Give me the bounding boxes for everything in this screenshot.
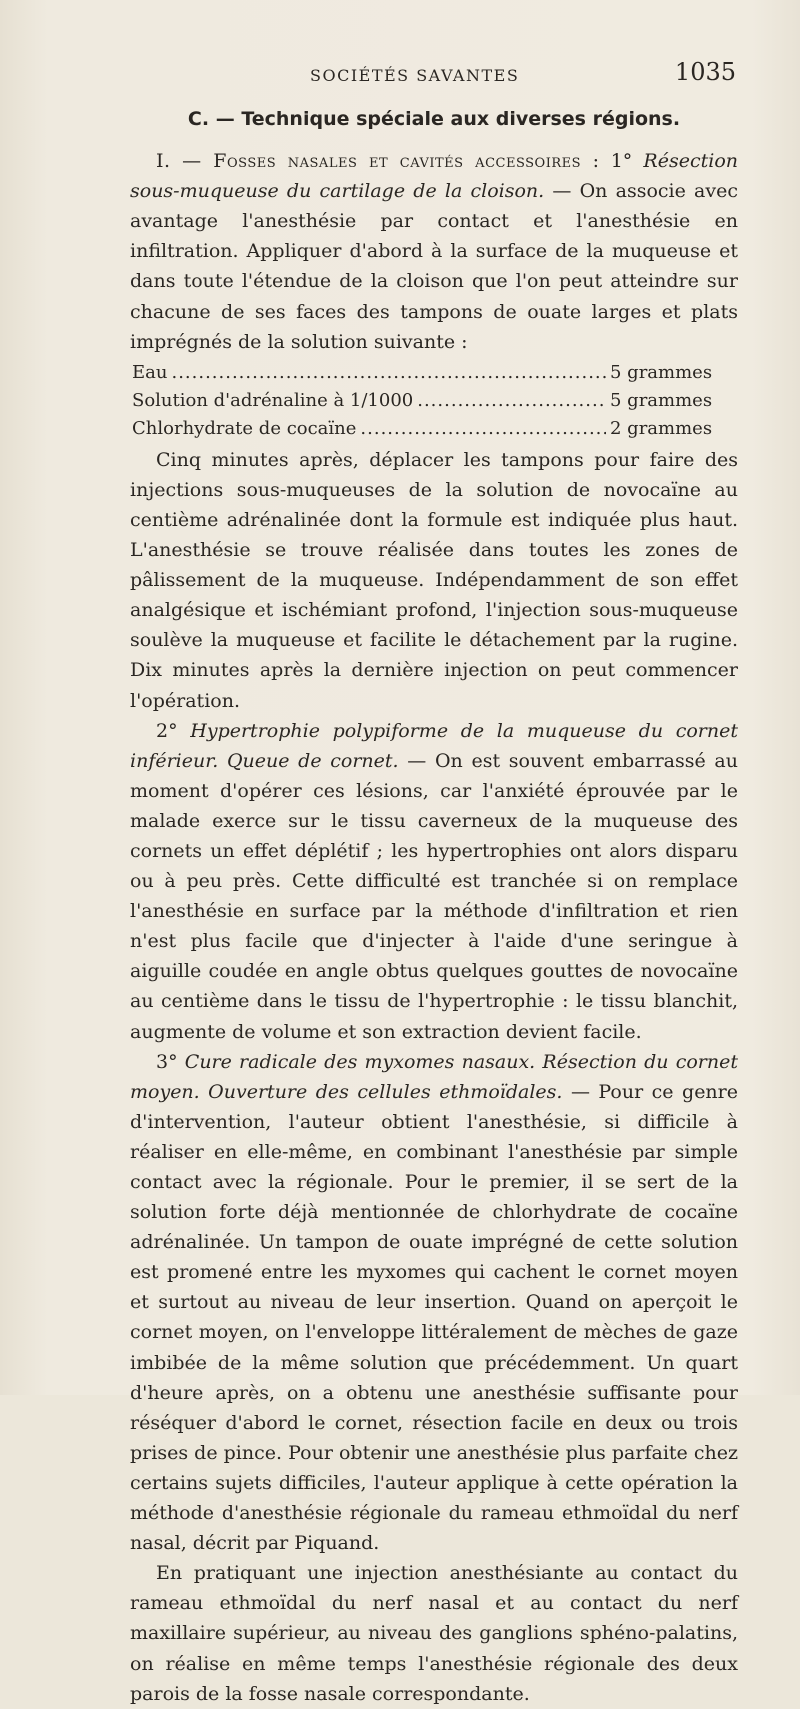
paragraph-text: — On est souvent embarrassé au moment d'opérer ces lésions, car l'anxiété éprouvée par le malade exerce sur le tissu caverneux de la muqueuse des cornets un effet déplétif ; les hypertrophies ont alors disparu ou à peu près. Cette difficulté est tranchée si on remplace l'anesthésie en surface par la méthode d'infiltration et rien n'est plus facile que d'injecter à l'aide d'une seringue à aiguille coudée en angle obtus quelques gouttes de novocaïne au centième dans le tissu de l'hypertrophie : le tissu blanchit, augmente de volume et son extraction devient facile. [130, 749, 738, 1043]
item-number: 1° [610, 150, 633, 173]
item-title: Hypertrophie polypiforme de la muqueuse du cornet inférieur. Queue de cornet. [130, 719, 738, 772]
paragraph-text: — On associe avec avantage l'anesthésie par contact et l'anesthésie en infiltration. Appliquer d'abord à la surface de la muqueuse et dans toute l'étendue de la cloison que l'on peut atteindre sur chacune de ses faces des tampons de ouate larges et plats imprégnés de la solution suivante : [130, 180, 738, 353]
recipe-row [132, 359, 738, 387]
running-head: SOCIÉTÉS SAVANTES [310, 66, 520, 85]
item-number: 2° [156, 719, 178, 742]
item-title: Résection sous-muqueuse du cartilage de la cloison. [130, 150, 738, 203]
paragraph-3 [130, 716, 738, 1047]
leader-dots [417, 387, 606, 415]
page-number: 1035 [674, 58, 736, 86]
paragraph-2: Cinq minutes après, déplacer les tampons pour faire des injections sous-muqueuses de la solution de novocaïne au centième adrénalinée dont la formule est indiquée plus haut. L'anesthésie se trouve réalisée dans toutes les zones de pâlissement de la muqueuse. Indépendamment de son effet analgésique et ischémiant profond, l'injection sous-muqueuse soulève la muqueuse et facilite le détachement par la rugine. Dix minutes après la dernière injection on peut commencer l'opération. [130, 448, 738, 712]
page-header [130, 58, 740, 98]
subsection-lead: I. — Fosses nasales et cavités accessoires : [156, 150, 600, 173]
body-text [130, 104, 738, 1709]
ingredient-name: Solution d'adrénaline à 1/1000 [132, 389, 414, 411]
ingredient-name: Chlorhydrate de cocaïne [132, 417, 357, 439]
item-number: 3° [156, 1050, 178, 1073]
recipe-row [132, 387, 738, 415]
recipe-row [132, 415, 738, 443]
ingredient-qty: 5 grammes [610, 361, 713, 383]
paragraph-5: En pratiquant une injection anesthésiante au contact du rameau ethmoïdal du nerf nasal et au contact du nerf maxillaire supérieur, au niveau des ganglions sphéno-palatins, on réalise en même temps l'anesthésie régionale des deux parois de la fosse nasale correspondante. [130, 1562, 738, 1705]
item-title: Cure radicale des myxomes nasaux. Résection du cornet moyen. Ouverture des cellules ethmoïdales. [130, 1050, 739, 1103]
leader-dots [171, 359, 606, 387]
paragraph-4 [130, 1047, 738, 1559]
paragraph-text: — Pour ce genre d'intervention, l'auteur obtient l'anesthésie, si difficile à réaliser en elle-même, en combinant l'anesthésie par simple contact avec la régionale. Pour le premier, il se sert de la solution forte déjà mentionnée de chlorhydrate de cocaïne adrénalinée. Un tampon de ouate imprégné de cette solution est promené entre les myxomes qui cachent le cornet moyen et surtout au niveau de leur insertion. Quand on aperçoit le cornet moyen, on l'enveloppe littéralement de mèches de gaze imbibée de la même solution que précédemment. Un quart d'heure après, on a obtenu une anesthésie suffisante pour réséquer d'abord le cornet, résection facile en deux ou trois prises de pince. Pour obtenir une anesthésie plus parfaite chez certains sujets difficiles, l'auteur applique à cette opération la méthode d'anesthésie régionale du rameau ethmoïdal du nerf nasal, décrit par Piquand. [130, 1080, 738, 1555]
ingredient-name: Eau [132, 361, 168, 383]
recipe-list [130, 359, 738, 443]
ingredient-qty: 2 grammes [610, 417, 713, 439]
leader-dots [360, 415, 606, 443]
ingredient-qty: 5 grammes [610, 389, 713, 411]
paragraph-1 [130, 146, 738, 357]
section-title: C. — Technique spéciale aux diverses régions. [187, 108, 681, 130]
